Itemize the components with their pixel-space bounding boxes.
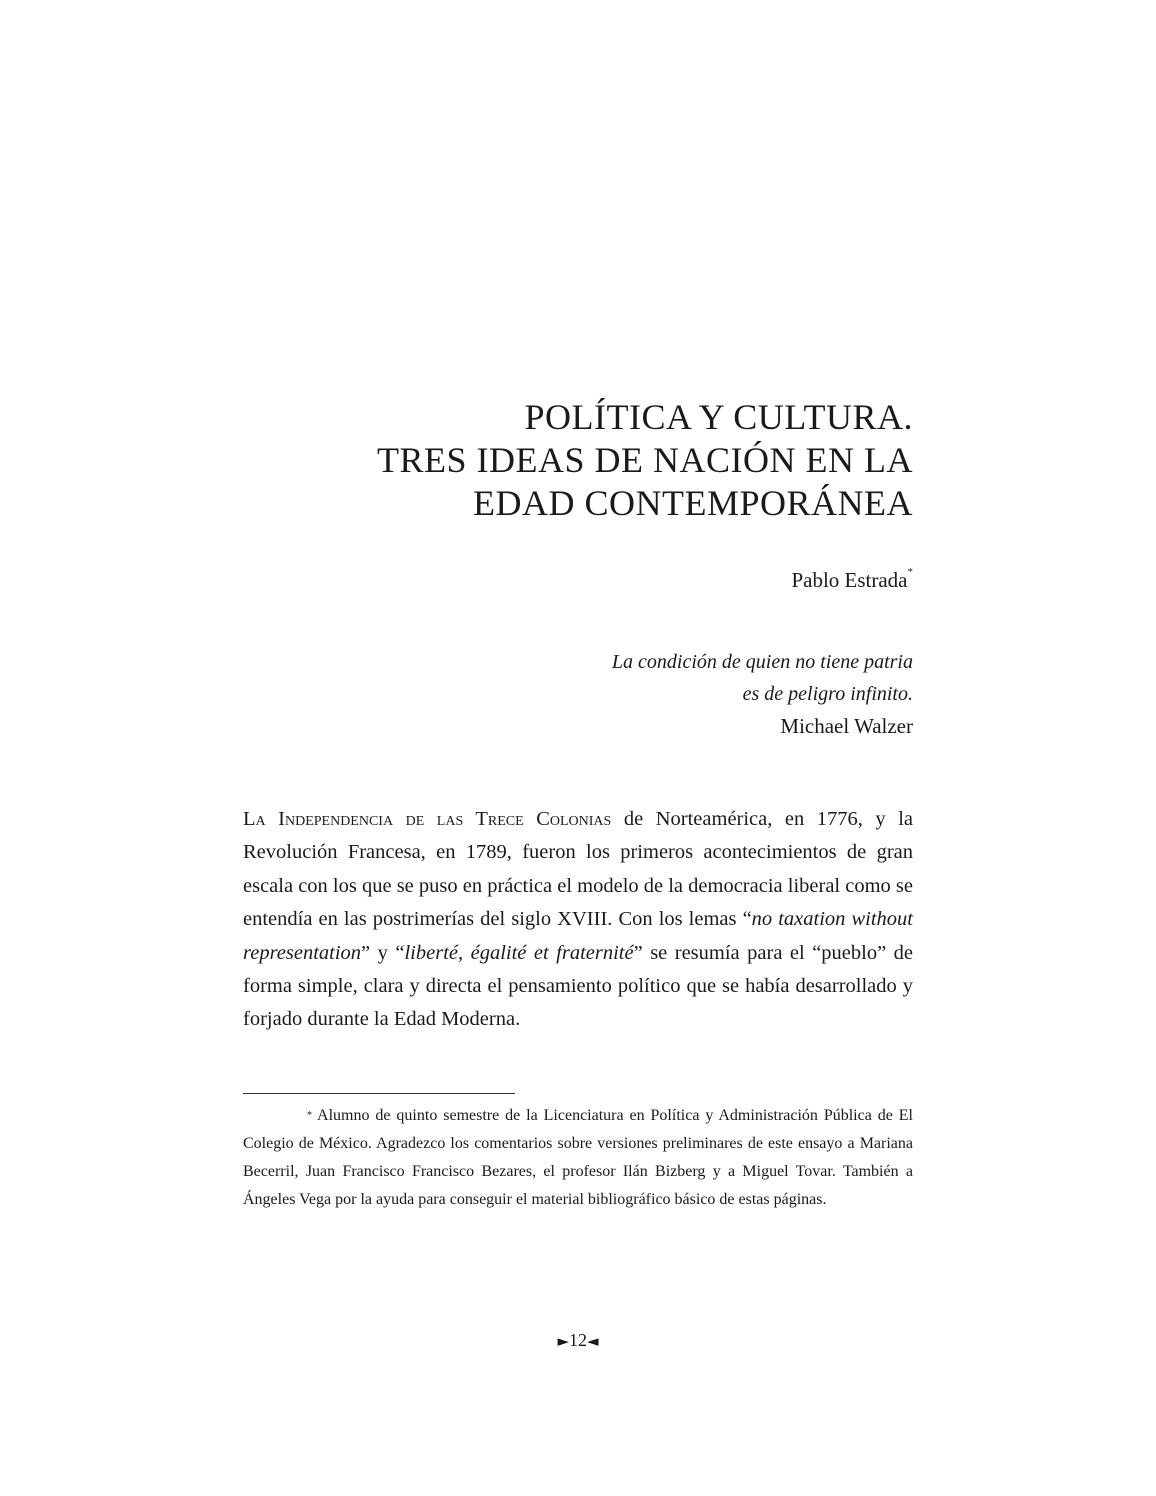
body-italic-phrase-2: liberté, égalité et fraternité <box>404 941 634 964</box>
right-pointer-icon: ► <box>557 1332 569 1350</box>
title-line-1: POLÍTICA Y CULTURA. <box>524 397 913 437</box>
body-text-segment-3: ” se resumía para el “pueblo” de forma simple, clara y directa el pensamiento político que se había desarrollado y forjado durante la Edad Moderna. <box>243 941 914 1031</box>
body-text-segment-1: de Norteamérica, en 1776, y la Revolución Francesa, en 1789, fueron los primeros acontecimientos de gran escala con los que se puso en práctica el modelo de la democracia liberal como se entendía en las postrimerías del siglo XVIII. Con los lemas “ <box>243 808 913 931</box>
title-line-3: EDAD CONTEMPORÁNEA <box>473 483 913 523</box>
title-line-2: TRES IDEAS DE NACIÓN EN LA <box>377 440 913 480</box>
footnote-divider <box>243 1093 515 1094</box>
author-footnote-marker: * <box>907 566 913 578</box>
epigraph-attribution: Michael Walzer <box>780 714 913 738</box>
footnote <box>243 1102 913 1214</box>
body-paragraph <box>243 803 913 1037</box>
body-italic-phrase-1: no taxation without representation <box>243 908 913 964</box>
epigraph <box>612 646 913 742</box>
body-text-segment-2: ” y “ <box>361 941 405 964</box>
footnote-text: Alumno de quinto semestre de la Licenciatura en Política y Administración Pública de El Colegio de México. Agradezco los comentarios sobre versiones preliminares de este ensayo a Mariana Becerril, Juan Francisco Francisco Bezares, el profesor Ilán Bizberg y a Miguel Tovar. También a Ángeles Vega por la ayuda para conseguir el material bibliográfico básico de estas páginas. <box>243 1107 913 1208</box>
epigraph-quote-line-1: La condición de quien no tiene patria <box>611 651 913 673</box>
left-pointer-icon: ◄ <box>587 1332 599 1350</box>
author-byline <box>791 568 913 593</box>
footnote-marker: * <box>307 1110 312 1121</box>
article-title <box>377 396 913 525</box>
page-number <box>0 1330 1156 1351</box>
page-number-value: 12 <box>569 1330 587 1350</box>
author-name: Pablo Estrada <box>791 568 908 592</box>
opening-small-caps: La Independencia de las Trece Colonias <box>243 808 612 830</box>
epigraph-quote-line-2: es de peligro infinito. <box>742 683 913 705</box>
